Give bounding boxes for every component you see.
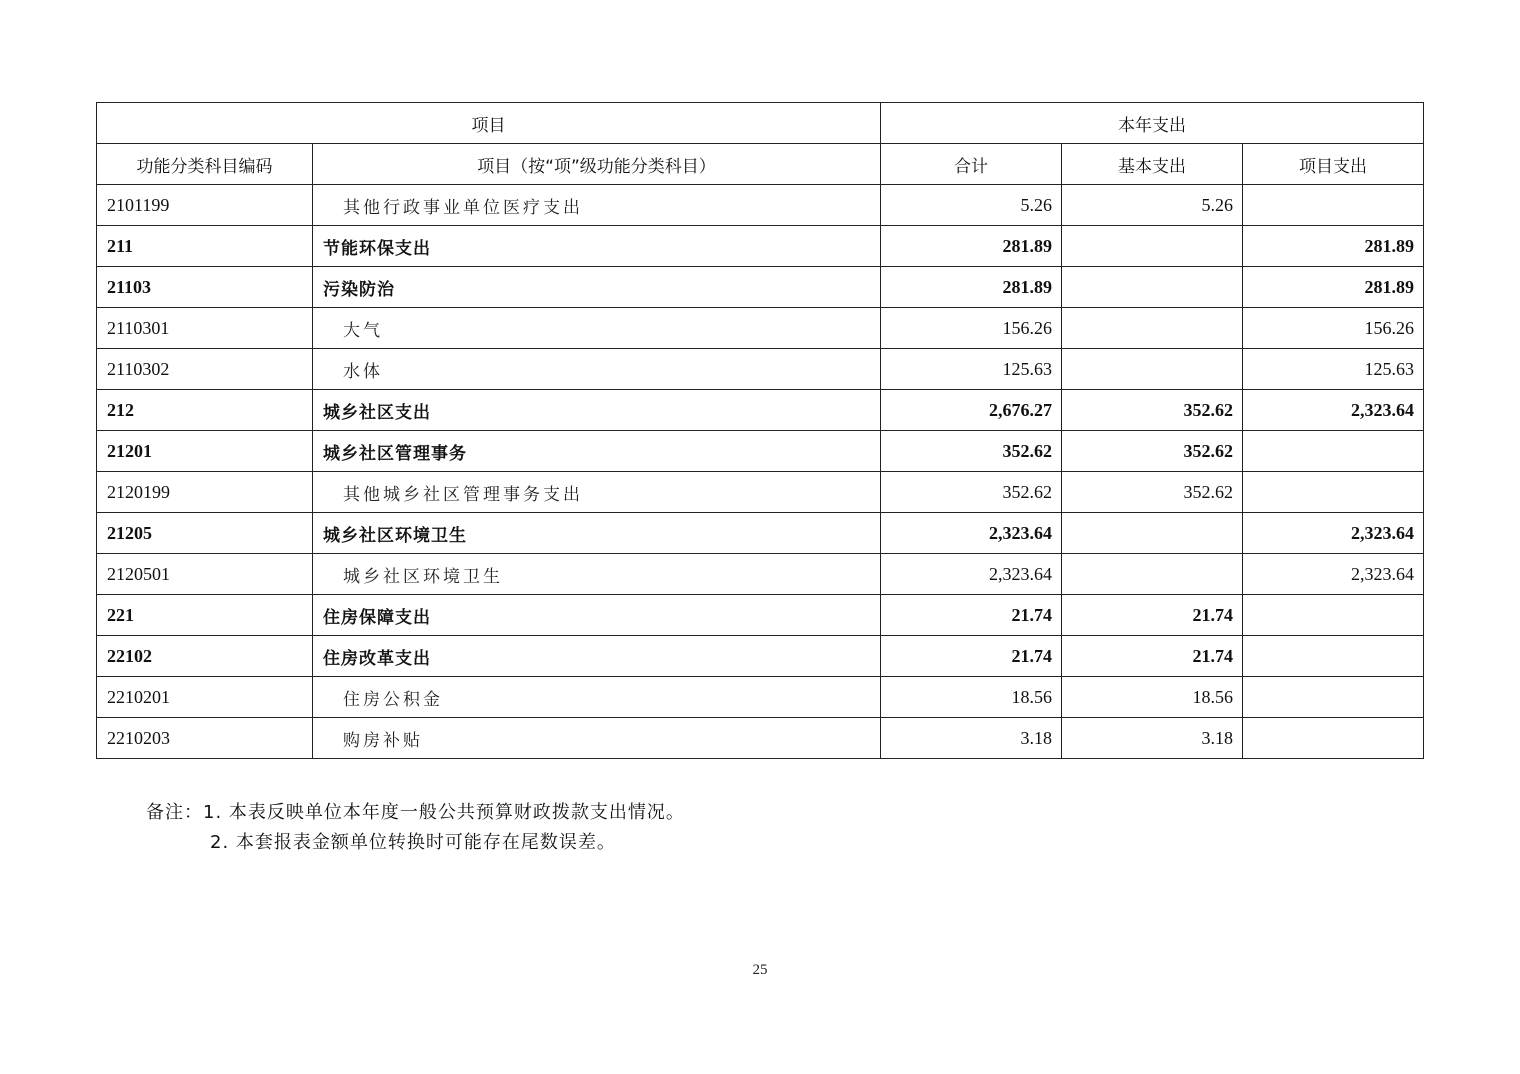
row-item-name-cell: 城乡社区环境卫生: [313, 513, 881, 554]
row-item-name-cell: 住房改革支出: [313, 636, 881, 677]
row-code-cell: 211: [97, 226, 313, 267]
row-basic-cell: 5.26: [1062, 185, 1243, 226]
table-row: [97, 390, 1424, 431]
page-number: 25: [752, 962, 768, 978]
row-basic-cell: 352.62: [1062, 472, 1243, 513]
row-project-cell: 281.89: [1243, 267, 1424, 308]
row-project-cell: 2,323.64: [1243, 554, 1424, 595]
row-total-cell: 281.89: [881, 226, 1062, 267]
row-basic-cell: [1062, 349, 1243, 390]
row-total-cell: 21.74: [881, 595, 1062, 636]
row-code-cell: 2120199: [97, 472, 313, 513]
header-row-top: [97, 103, 1424, 144]
note-line-2: 2. 本套报表金额单位转换时可能存在尾数误差。: [210, 832, 616, 853]
row-item-name-cell: 水体: [313, 349, 881, 390]
row-item-name-cell: 住房公积金: [313, 677, 881, 718]
header-row-columns: [97, 144, 1424, 185]
row-total-cell: 352.62: [881, 472, 1062, 513]
row-code-cell: 2101199: [97, 185, 313, 226]
table-body: [97, 185, 1424, 759]
row-total-cell: 2,676.27: [881, 390, 1062, 431]
row-project-cell: [1243, 472, 1424, 513]
table-row: [97, 308, 1424, 349]
row-item-name-cell: 大气: [313, 308, 881, 349]
header-current-year-expenditure: 本年支出: [881, 103, 1424, 144]
row-code-cell: 21201: [97, 431, 313, 472]
row-code-cell: 22102: [97, 636, 313, 677]
row-total-cell: 3.18: [881, 718, 1062, 759]
row-total-cell: 18.56: [881, 677, 1062, 718]
row-project-cell: [1243, 185, 1424, 226]
table-row: [97, 226, 1424, 267]
row-basic-cell: 21.74: [1062, 636, 1243, 677]
row-total-cell: 125.63: [881, 349, 1062, 390]
table-row: [97, 513, 1424, 554]
row-project-cell: 281.89: [1243, 226, 1424, 267]
row-code-cell: 2110302: [97, 349, 313, 390]
row-basic-cell: [1062, 554, 1243, 595]
row-total-cell: 281.89: [881, 267, 1062, 308]
row-project-cell: [1243, 595, 1424, 636]
row-project-cell: [1243, 636, 1424, 677]
row-item-name-cell: 城乡社区支出: [313, 390, 881, 431]
row-total-cell: 5.26: [881, 185, 1062, 226]
row-project-cell: 156.26: [1243, 308, 1424, 349]
row-basic-cell: [1062, 226, 1243, 267]
row-code-cell: 2120501: [97, 554, 313, 595]
table-row: [97, 349, 1424, 390]
row-total-cell: 352.62: [881, 431, 1062, 472]
row-basic-cell: [1062, 308, 1243, 349]
table-row: [97, 636, 1424, 677]
header-item: 项目（按“项”级功能分类科目）: [313, 144, 881, 185]
row-total-cell: 2,323.64: [881, 554, 1062, 595]
row-project-cell: [1243, 718, 1424, 759]
row-total-cell: 2,323.64: [881, 513, 1062, 554]
table-row: [97, 554, 1424, 595]
table-row: [97, 595, 1424, 636]
row-item-name-cell: 城乡社区环境卫生: [313, 554, 881, 595]
row-item-name-cell: 其他城乡社区管理事务支出: [313, 472, 881, 513]
row-project-cell: 2,323.64: [1243, 513, 1424, 554]
row-project-cell: [1243, 677, 1424, 718]
row-basic-cell: 21.74: [1062, 595, 1243, 636]
table-row: [97, 185, 1424, 226]
row-basic-cell: 18.56: [1062, 677, 1243, 718]
row-basic-cell: [1062, 267, 1243, 308]
notes: [146, 798, 685, 858]
row-code-cell: 212: [97, 390, 313, 431]
row-basic-cell: 352.62: [1062, 431, 1243, 472]
table-row: [97, 267, 1424, 308]
table-row: [97, 431, 1424, 472]
row-code-cell: 221: [97, 595, 313, 636]
row-item-name-cell: 节能环保支出: [313, 226, 881, 267]
row-project-cell: [1243, 431, 1424, 472]
row-basic-cell: [1062, 513, 1243, 554]
row-code-cell: 2210203: [97, 718, 313, 759]
row-item-name-cell: 城乡社区管理事务: [313, 431, 881, 472]
row-total-cell: 156.26: [881, 308, 1062, 349]
row-item-name-cell: 购房补贴: [313, 718, 881, 759]
row-project-cell: 2,323.64: [1243, 390, 1424, 431]
row-project-cell: 125.63: [1243, 349, 1424, 390]
row-basic-cell: 352.62: [1062, 390, 1243, 431]
row-code-cell: 21205: [97, 513, 313, 554]
row-total-cell: 21.74: [881, 636, 1062, 677]
row-code-cell: 2210201: [97, 677, 313, 718]
row-item-name-cell: 住房保障支出: [313, 595, 881, 636]
header-total: 合计: [881, 144, 1062, 185]
table-row: [97, 718, 1424, 759]
note-line-1: 备注：1. 本表反映单位本年度一般公共预算财政拨款支出情况。: [146, 802, 685, 823]
header-project-expenditure: 项目支出: [1243, 144, 1424, 185]
row-code-cell: 2110301: [97, 308, 313, 349]
budget-expenditure-table: [96, 102, 1424, 759]
row-item-name-cell: 其他行政事业单位医疗支出: [313, 185, 881, 226]
row-basic-cell: 3.18: [1062, 718, 1243, 759]
header-project: 项目: [97, 103, 881, 144]
row-item-name-cell: 污染防治: [313, 267, 881, 308]
table-row: [97, 677, 1424, 718]
table-row: [97, 472, 1424, 513]
header-code: 功能分类科目编码: [97, 144, 313, 185]
header-basic: 基本支出: [1062, 144, 1243, 185]
row-code-cell: 21103: [97, 267, 313, 308]
